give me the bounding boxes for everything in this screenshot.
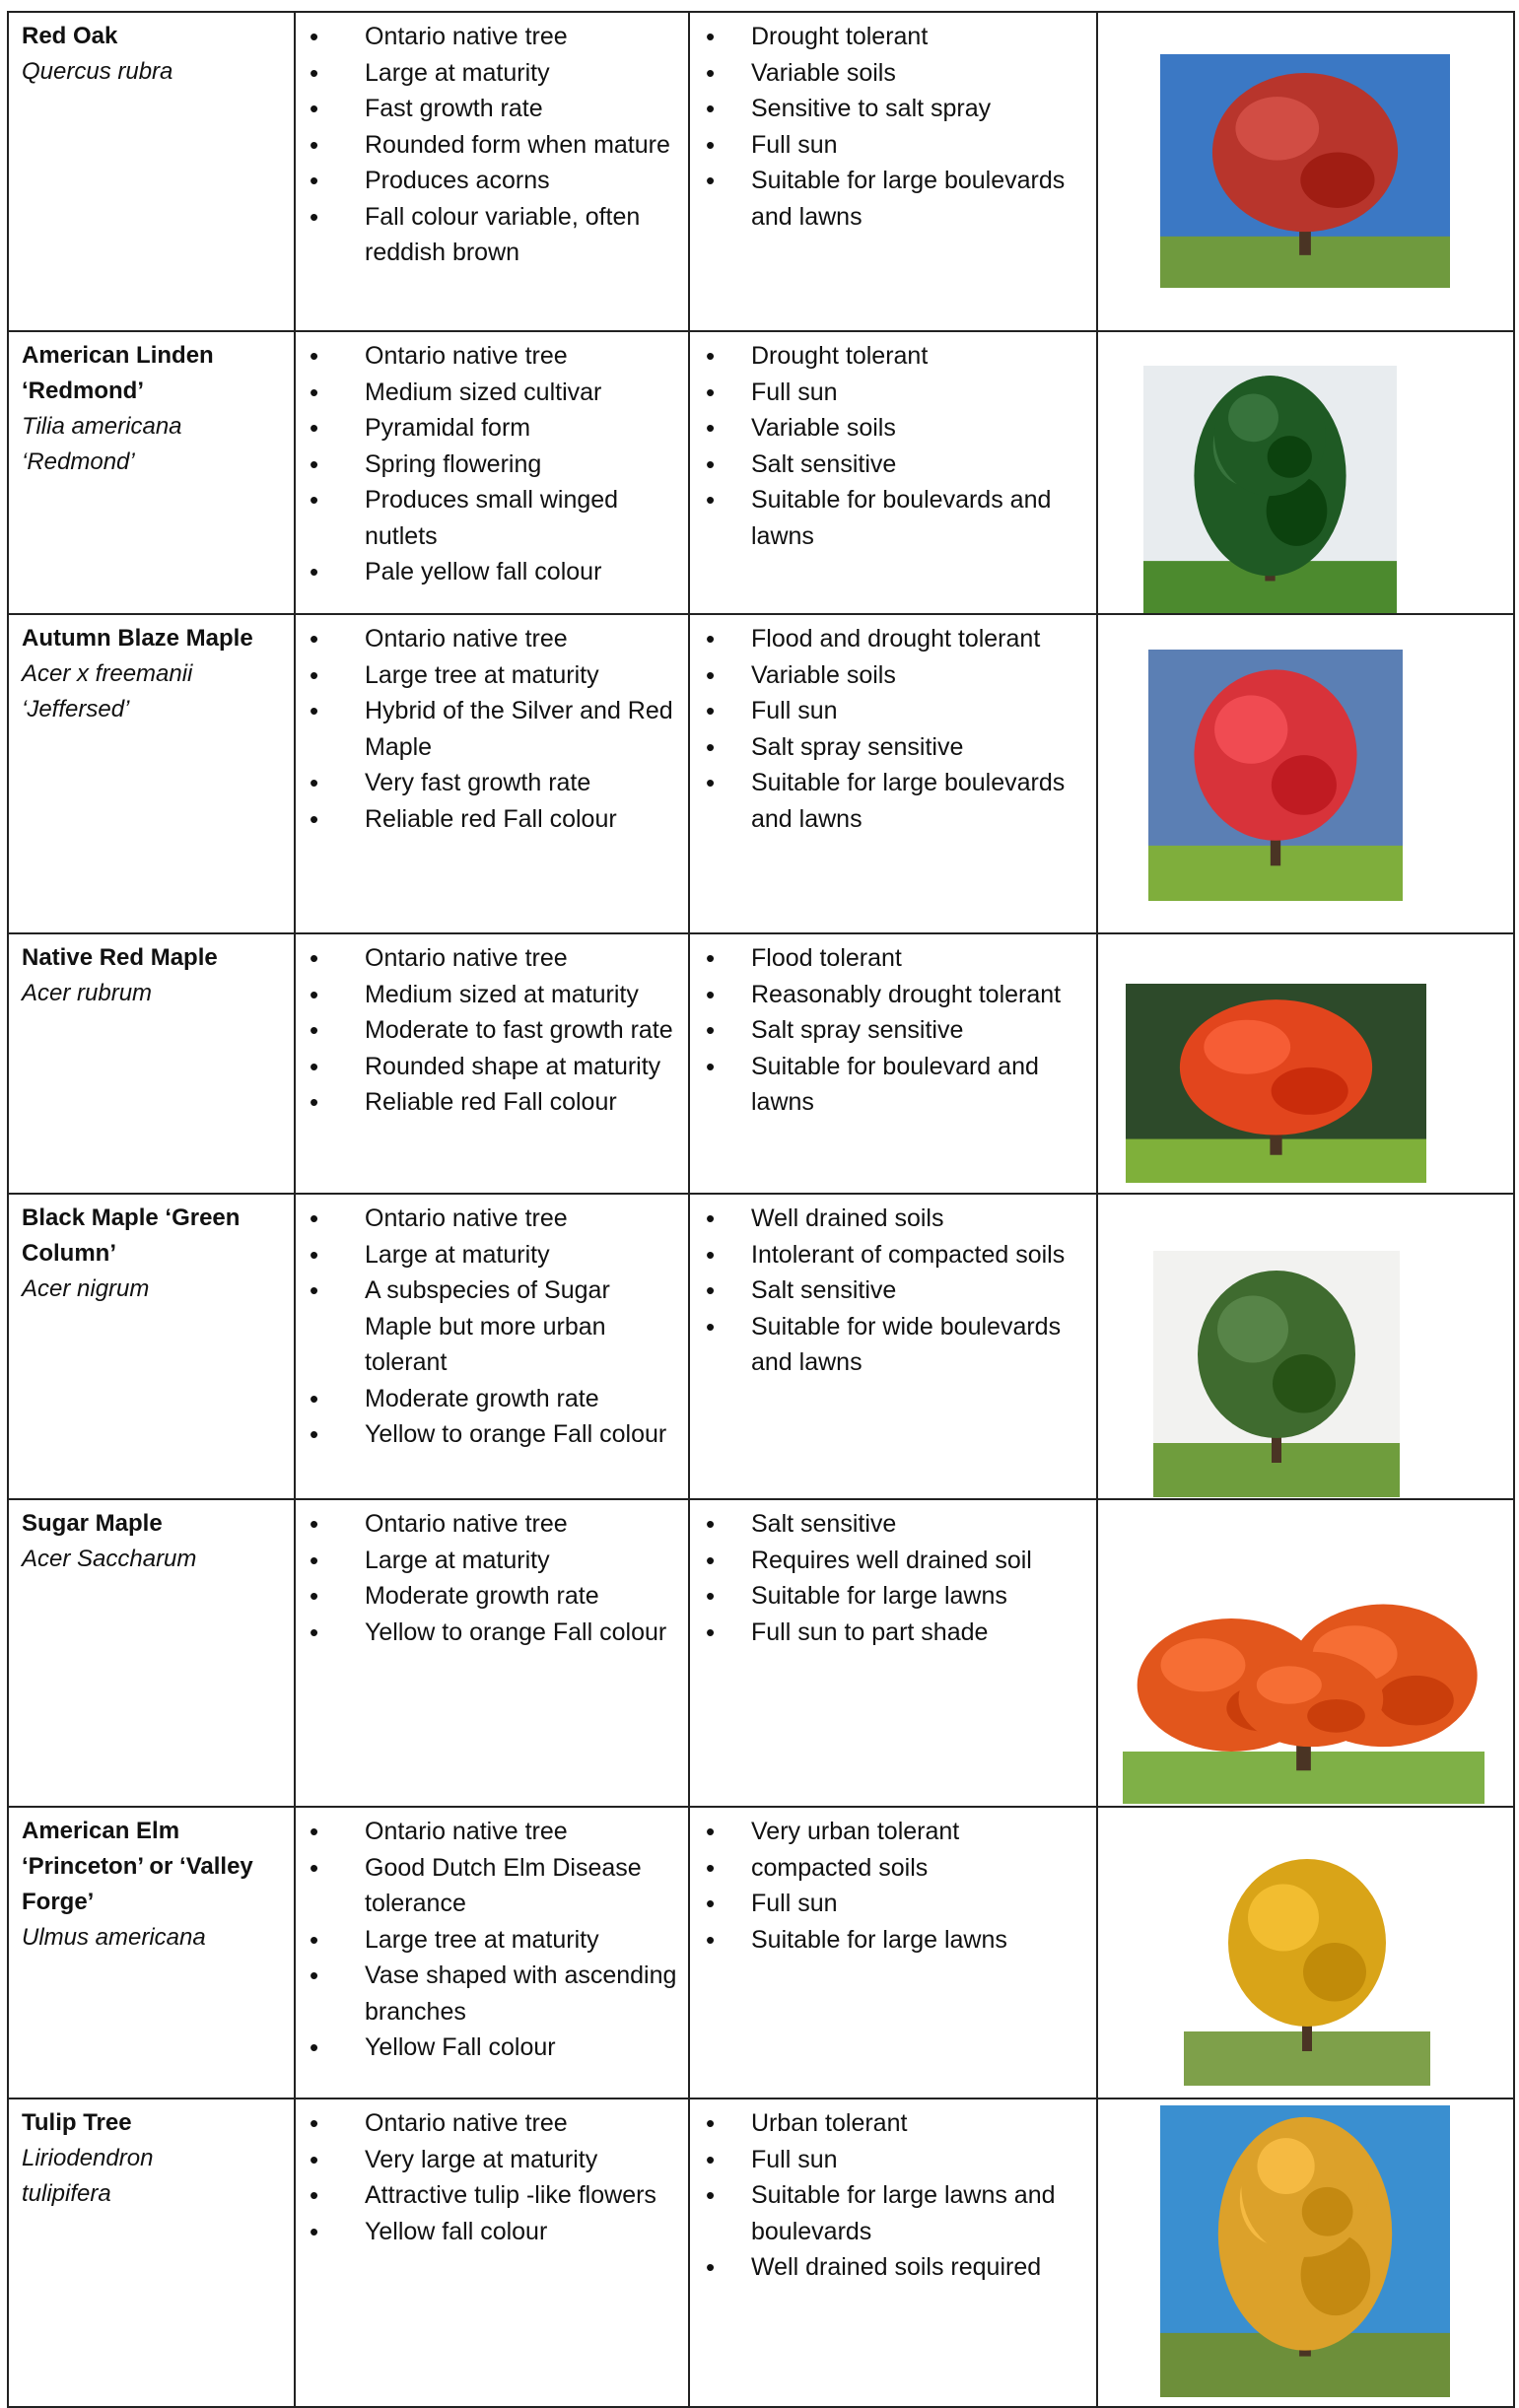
table-row	[8, 1194, 1514, 1499]
list-item: • Full sun	[690, 693, 1088, 729]
species-name-cell	[8, 331, 295, 614]
traits-list	[296, 1195, 688, 1453]
list-item: • Ontario native tree	[296, 2105, 680, 2142]
photo-cell	[1097, 614, 1514, 933]
list-item: • Reliable red Fall colour	[296, 801, 680, 838]
scientific-name: Acer nigrum	[22, 1275, 150, 1302]
list-item: • Large at maturity	[296, 1237, 680, 1273]
common-name: Native Red Maple	[22, 944, 218, 971]
traits-cell	[295, 614, 689, 933]
list-item: • Ontario native tree	[296, 19, 680, 55]
list-item: • Reliable red Fall colour	[296, 1084, 680, 1121]
list-item: • Attractive tulip -like flowers	[296, 2177, 680, 2214]
list-item: • Suitable for large lawns	[690, 1578, 1088, 1615]
list-item: • Produces small winged nutlets	[296, 482, 680, 554]
foliage-highlight	[1161, 1638, 1246, 1691]
traits-cell	[295, 331, 689, 614]
traits-list	[296, 1500, 688, 1650]
traits-list	[296, 934, 688, 1121]
foliage-shadow	[1268, 436, 1312, 478]
table-body	[8, 12, 1514, 2407]
scientific-name: tulipifera	[22, 2180, 111, 2207]
foliage	[1212, 73, 1398, 232]
list-item: • Ontario native tree	[296, 621, 680, 657]
species-name-cell	[8, 1807, 295, 2098]
list-item: • Requires well drained soil	[690, 1543, 1088, 1579]
common-name: Autumn Blaze Maple	[22, 625, 253, 652]
conditions-list	[690, 2099, 1096, 2286]
foliage	[1198, 1271, 1355, 1438]
conditions-cell	[689, 331, 1097, 614]
photo-cell	[1097, 12, 1514, 331]
foliage	[1214, 376, 1326, 496]
conditions-list	[690, 332, 1096, 554]
traits-cell	[295, 933, 689, 1194]
list-item: • Urban tolerant	[690, 2105, 1088, 2142]
scientific-name: Acer x freemanii	[22, 660, 193, 687]
list-item: • Moderate growth rate	[296, 1381, 680, 1417]
table-row	[8, 933, 1514, 1194]
list-item: • Good Dutch Elm Disease tolerance	[296, 1850, 680, 1922]
autumn-blaze-maple-photo	[1148, 650, 1403, 901]
list-item: • Salt sensitive	[690, 1506, 1088, 1543]
scientific-name: Tilia americana	[22, 413, 182, 440]
list-item: • Variable soils	[690, 55, 1088, 92]
conditions-cell	[689, 1194, 1097, 1499]
list-item: • Fast growth rate	[296, 91, 680, 127]
list-item: • Moderate to fast growth rate	[296, 1012, 680, 1049]
foliage-highlight	[1257, 2138, 1314, 2194]
foliage-highlight	[1235, 97, 1319, 160]
list-item: • Vase shaped with ascending branches	[296, 1958, 680, 2030]
conditions-cell	[689, 12, 1097, 331]
list-item: • Ontario native tree	[296, 1201, 680, 1237]
list-item: • Suitable for large lawns	[690, 1922, 1088, 1959]
conditions-list	[690, 1500, 1096, 1650]
list-item: • Full sun	[690, 2142, 1088, 2178]
common-name: Tulip Tree	[22, 2109, 132, 2136]
list-item: • Flood and drought tolerant	[690, 621, 1088, 657]
traits-list	[296, 13, 688, 271]
scientific-name: ‘Redmond’	[22, 448, 135, 475]
list-item: • Suitable for boulevard and lawns	[690, 1049, 1088, 1121]
list-item: • Full sun to part shade	[690, 1615, 1088, 1651]
table-row	[8, 2098, 1514, 2407]
foliage	[1194, 669, 1356, 840]
foliage	[1228, 1859, 1386, 2027]
list-item: • Pale yellow fall colour	[296, 554, 680, 590]
list-item: • Suitable for boulevards and lawns	[690, 482, 1088, 554]
list-item: • Very large at maturity	[296, 2142, 680, 2178]
photo-cell	[1097, 1499, 1514, 1807]
foliage-shadow	[1307, 1699, 1365, 1733]
foliage-shadow	[1273, 1354, 1336, 1413]
common-name: Red Oak	[22, 23, 118, 49]
species-name-cell	[8, 614, 295, 933]
conditions-list	[690, 13, 1096, 235]
list-item: • Drought tolerant	[690, 19, 1088, 55]
list-item: • compacted soils	[690, 1850, 1088, 1887]
list-item: • Yellow to orange Fall colour	[296, 1416, 680, 1453]
foliage-highlight	[1204, 1020, 1290, 1074]
list-item: • Salt sensitive	[690, 447, 1088, 483]
list-item: • Intolerant of compacted soils	[690, 1237, 1088, 1273]
traits-cell	[295, 1499, 689, 1807]
list-item: • Medium sized cultivar	[296, 375, 680, 411]
photo-cell	[1097, 2098, 1514, 2407]
list-item: • Yellow fall colour	[296, 2214, 680, 2250]
list-item: • A subspecies of Sugar Maple but more urban tolerant	[296, 1273, 680, 1381]
list-item: • Medium sized at maturity	[296, 977, 680, 1013]
list-item: • Variable soils	[690, 410, 1088, 447]
scientific-name: Ulmus americana	[22, 1924, 206, 1951]
photo-cell	[1097, 933, 1514, 1194]
red-oak-photo	[1160, 54, 1450, 288]
common-name: ‘Princeton’ or ‘Valley	[22, 1853, 253, 1880]
traits-cell	[295, 12, 689, 331]
traits-cell	[295, 1194, 689, 1499]
list-item: • Ontario native tree	[296, 1814, 680, 1850]
species-name-cell	[8, 1499, 295, 1807]
american-elm-photo	[1184, 1839, 1430, 2086]
conditions-list	[690, 615, 1096, 837]
list-item: • Sensitive to salt spray	[690, 91, 1088, 127]
list-item: • Salt sensitive	[690, 1273, 1088, 1309]
conditions-cell	[689, 1807, 1097, 2098]
list-item: • Suitable for large boulevards and lawns	[690, 765, 1088, 837]
foliage-highlight	[1217, 1296, 1288, 1363]
foliage-shadow	[1302, 2187, 1353, 2236]
common-name: Column’	[22, 1240, 116, 1267]
foliage-shadow	[1378, 1676, 1453, 1726]
conditions-list	[690, 1808, 1096, 1958]
common-name: American Linden	[22, 342, 214, 369]
foliage-highlight	[1214, 695, 1287, 763]
conditions-cell	[689, 1499, 1097, 1807]
list-item: • Moderate growth rate	[296, 1578, 680, 1615]
list-item: • Ontario native tree	[296, 1506, 680, 1543]
common-name: American Elm	[22, 1818, 180, 1844]
photo-cell	[1097, 1194, 1514, 1499]
table-row	[8, 12, 1514, 331]
foliage	[1241, 2117, 1368, 2257]
sugar-maple-photo	[1123, 1566, 1484, 1804]
list-item: • Full sun	[690, 1886, 1088, 1922]
foliage-highlight	[1257, 1666, 1322, 1704]
foliage-shadow	[1300, 153, 1374, 208]
list-item: • Rounded form when mature	[296, 127, 680, 164]
table-row	[8, 1807, 1514, 2098]
tree-species-table	[7, 11, 1515, 2408]
table-row	[8, 614, 1514, 933]
foliage	[1180, 999, 1372, 1135]
native-red-maple-photo	[1126, 984, 1426, 1183]
list-item: • Salt spray sensitive	[690, 729, 1088, 766]
list-item: • Rounded shape at maturity	[296, 1049, 680, 1085]
list-item: • Reasonably drought tolerant	[690, 977, 1088, 1013]
photo-cell	[1097, 331, 1514, 614]
species-name-cell	[8, 933, 295, 1194]
species-name-cell	[8, 12, 295, 331]
traits-list	[296, 1808, 688, 2066]
foliage-highlight	[1228, 393, 1278, 442]
scientific-name: Quercus rubra	[22, 58, 173, 85]
list-item: • Large tree at maturity	[296, 657, 680, 694]
scientific-name: Acer rubrum	[22, 980, 153, 1006]
list-item: • Fall colour variable, often reddish brown	[296, 199, 680, 271]
list-item: • Full sun	[690, 375, 1088, 411]
conditions-cell	[689, 933, 1097, 1194]
list-item: • Suitable for large lawns and boulevards	[690, 2177, 1088, 2249]
list-item: • Yellow Fall colour	[296, 2030, 680, 2066]
common-name: Black Maple ‘Green	[22, 1204, 241, 1231]
conditions-list	[690, 1195, 1096, 1381]
list-item: • Well drained soils required	[690, 2249, 1088, 2286]
common-name: Sugar Maple	[22, 1510, 163, 1537]
list-item: • Variable soils	[690, 657, 1088, 694]
foliage-shadow	[1272, 755, 1337, 815]
common-name: ‘Redmond’	[22, 378, 144, 404]
list-item: • Produces acorns	[296, 163, 680, 199]
conditions-list	[690, 934, 1096, 1121]
list-item: • Large tree at maturity	[296, 1922, 680, 1959]
scientific-name: ‘Jeffersed’	[22, 696, 130, 722]
list-item: • Full sun	[690, 127, 1088, 164]
conditions-cell	[689, 614, 1097, 933]
tulip-tree-photo	[1160, 2105, 1450, 2397]
list-item: • Drought tolerant	[690, 338, 1088, 375]
traits-list	[296, 2099, 688, 2249]
table-row	[8, 1499, 1514, 1807]
list-item: • Large at maturity	[296, 55, 680, 92]
species-name-cell	[8, 2098, 295, 2407]
scientific-name: Liriodendron	[22, 2145, 154, 2171]
common-name: Forge’	[22, 1889, 95, 1915]
list-item: • Yellow to orange Fall colour	[296, 1615, 680, 1651]
american-linden-photo	[1143, 366, 1397, 614]
list-item: • Very urban tolerant	[690, 1814, 1088, 1850]
table-row	[8, 331, 1514, 614]
conditions-cell	[689, 2098, 1097, 2407]
foliage-highlight	[1248, 1885, 1319, 1952]
list-item: • Suitable for large boulevards and lawns	[690, 163, 1088, 235]
foliage-shadow	[1272, 1067, 1348, 1115]
list-item: • Salt spray sensitive	[690, 1012, 1088, 1049]
scientific-name: Acer Saccharum	[22, 1546, 197, 1572]
traits-cell	[295, 2098, 689, 2407]
traits-cell	[295, 1807, 689, 2098]
photo-cell	[1097, 1807, 1514, 2098]
list-item: • Suitable for wide boulevards and lawns	[690, 1309, 1088, 1381]
list-item: • Well drained soils	[690, 1201, 1088, 1237]
species-name-cell	[8, 1194, 295, 1499]
list-item: • Very fast growth rate	[296, 765, 680, 801]
list-item: • Ontario native tree	[296, 338, 680, 375]
black-maple-photo	[1153, 1251, 1400, 1497]
list-item: • Spring flowering	[296, 447, 680, 483]
list-item: • Pyramidal form	[296, 410, 680, 447]
traits-list	[296, 615, 688, 837]
foliage-shadow	[1303, 1943, 1366, 2002]
list-item: • Flood tolerant	[690, 940, 1088, 977]
traits-list	[296, 332, 688, 590]
list-item: • Hybrid of the Silver and Red Maple	[296, 693, 680, 765]
list-item: • Ontario native tree	[296, 940, 680, 977]
list-item: • Large at maturity	[296, 1543, 680, 1579]
foliage	[1238, 1652, 1383, 1747]
